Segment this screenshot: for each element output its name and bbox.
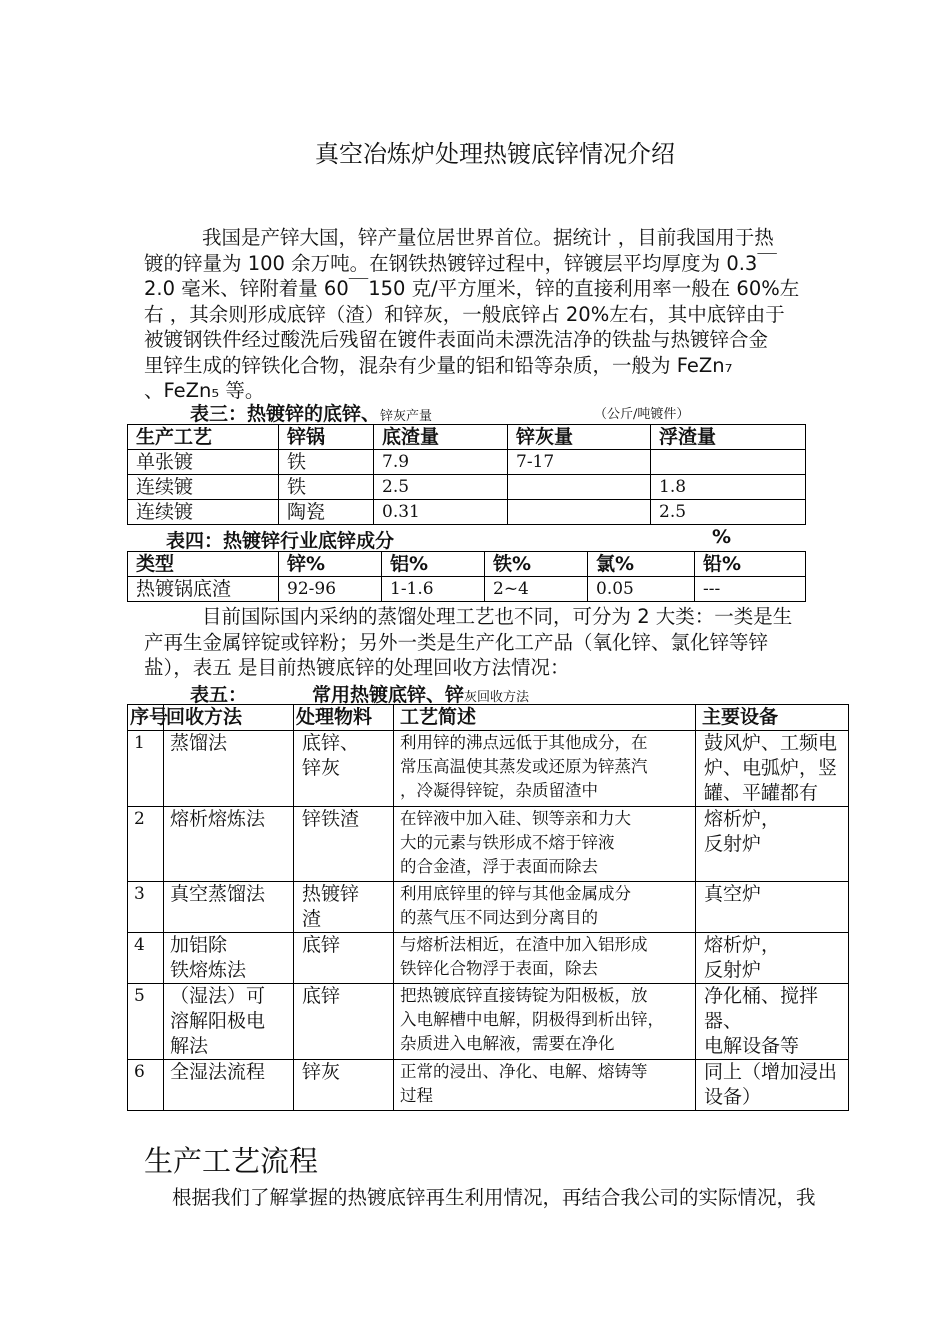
table-cell bbox=[164, 731, 294, 807]
cell-line: 入电解槽中电解，阴极得到析出锌， bbox=[400, 1010, 664, 1029]
cell-line: 利用底锌里的锌与其他金属成分 bbox=[400, 884, 631, 903]
cell-line: 熔析炉， bbox=[704, 934, 781, 956]
cell-line: 的合金渣，浮于表面而除去 bbox=[400, 857, 598, 876]
cell-line: 常压高温使其蒸发或还原为锌蒸汽 bbox=[400, 757, 648, 776]
cell-line: 热镀锌 bbox=[302, 883, 360, 905]
table3-caption bbox=[190, 399, 432, 426]
cell-line: 铁熔炼法 bbox=[170, 959, 247, 981]
cell-line: 底锌、 bbox=[302, 732, 360, 754]
table-header-cell: 铝% bbox=[382, 552, 485, 577]
table-header-cell: 工艺简述 bbox=[394, 705, 696, 731]
cell-line: 真空炉 bbox=[704, 883, 762, 905]
table-cell bbox=[696, 807, 849, 882]
intro-line: 被镀钢铁件经过酸洗后残留在镀件表面尚未漂洗洁净的铁盐与热镀锌合金 bbox=[144, 328, 769, 351]
table-cell bbox=[696, 731, 849, 807]
table-cell bbox=[294, 731, 394, 807]
table-cell bbox=[164, 1060, 294, 1111]
cell-line: 加铝除 bbox=[170, 934, 228, 956]
cell-line: 反射炉 bbox=[704, 959, 762, 981]
table3-unit: （公斤/吨镀件） bbox=[594, 407, 690, 422]
table-header-cell: 浮渣量 bbox=[651, 425, 806, 450]
table-cell: 连续镀 bbox=[128, 500, 279, 525]
table5 bbox=[127, 704, 849, 1111]
table5-caption bbox=[312, 680, 529, 707]
table-row bbox=[128, 984, 849, 1060]
table4-unit: % bbox=[712, 526, 732, 548]
table-row bbox=[128, 882, 849, 933]
table-cell bbox=[394, 882, 696, 933]
middle-line: 盐），表五 是目前热镀底锌的处理回收方法情况： bbox=[144, 656, 570, 679]
cell-line: 正常的浸出、净化、电解、熔铸等 bbox=[400, 1062, 648, 1081]
table-header-cell: 锌锅 bbox=[279, 425, 374, 450]
table-cell bbox=[696, 1060, 849, 1111]
table-cell: 单张镀 bbox=[128, 450, 279, 475]
table-header-cell: 类型 bbox=[128, 552, 279, 577]
cell-line: 解法 bbox=[170, 1035, 209, 1057]
table-header-row bbox=[128, 705, 849, 731]
table-cell bbox=[294, 984, 394, 1060]
cell-line: 底锌 bbox=[302, 934, 341, 956]
cell-line: 鼓风炉、工频电 bbox=[704, 732, 838, 754]
table-header-row bbox=[128, 425, 806, 450]
table-row bbox=[128, 1060, 849, 1111]
middle-line: 产再生金属锌锭或锌粉；另外一类是生产化工产品（氧化锌、氯化锌等锌 bbox=[144, 630, 769, 654]
table-cell bbox=[294, 1060, 394, 1111]
table-cell bbox=[696, 984, 849, 1060]
table-header-cell: 底渣量 bbox=[374, 425, 508, 450]
table-cell: 4 bbox=[128, 933, 164, 984]
table3 bbox=[127, 424, 806, 525]
table-cell: 2.5 bbox=[651, 500, 806, 525]
body-line: 根据我们了解掌握的热镀底锌再生利用情况，再结合我公司的实际情况，我 bbox=[172, 1186, 816, 1209]
table-cell: 热镀锅底渣 bbox=[128, 577, 279, 602]
table-cell: 2.5 bbox=[374, 475, 508, 500]
middle-paragraph bbox=[144, 604, 874, 681]
table-header-cell: 回收方法 bbox=[164, 705, 294, 731]
table-cell: 铁 bbox=[279, 450, 374, 475]
table4 bbox=[127, 551, 806, 602]
table-cell bbox=[394, 807, 696, 882]
table4-caption: 表四：热镀锌行业底锌成分 bbox=[166, 530, 395, 552]
cell-line: 溶解阳极电 bbox=[170, 1010, 266, 1032]
table-cell bbox=[394, 1060, 696, 1111]
table5-caption-main: 常用热镀底锌、锌 bbox=[312, 684, 465, 706]
table-cell: 0.05 bbox=[588, 577, 695, 602]
table-row bbox=[128, 731, 849, 807]
table-cell: 连续镀 bbox=[128, 475, 279, 500]
table-cell bbox=[294, 933, 394, 984]
table-cell: 5 bbox=[128, 984, 164, 1060]
table-cell: 7.9 bbox=[374, 450, 508, 475]
cell-line: 设备） bbox=[704, 1086, 762, 1108]
table5-caption-label: 表五： bbox=[190, 684, 248, 706]
cell-line: 锌铁渣 bbox=[302, 808, 360, 830]
intro-line: 镀的锌量为 100 余万吨。在钢铁热镀锌过程中，锌镀层平均厚度为 0.3￣ bbox=[144, 251, 777, 275]
table-header-cell: 铅% bbox=[695, 552, 806, 577]
cell-line: 净化桶、搅拌器、 bbox=[704, 985, 819, 1032]
table-row bbox=[128, 475, 806, 500]
intro-line: 右 ，其余则形成底锌（渣）和锌灰，一般底锌占 20%左右，其中底锌由于 bbox=[144, 302, 785, 326]
table-row bbox=[128, 450, 806, 475]
table-cell bbox=[651, 450, 806, 475]
cell-line: 大的元素与铁形成不熔于锌液 bbox=[400, 833, 615, 852]
table-row bbox=[128, 577, 806, 602]
cell-line: 与熔析法相近，在渣中加入铝形成 bbox=[400, 935, 648, 954]
cell-line: 锌灰 bbox=[302, 1061, 341, 1083]
table-cell: 0.31 bbox=[374, 500, 508, 525]
cell-line: 在锌液中加入硅、钡等亲和力大 bbox=[400, 809, 631, 828]
intro-line: 、FeZn₅ 等。 bbox=[144, 379, 265, 402]
cell-line: 过程 bbox=[400, 1086, 433, 1105]
cell-line: 蒸馏法 bbox=[170, 732, 228, 754]
table5-caption-sub: 灰回收方法 bbox=[464, 690, 530, 705]
cell-line: 利用锌的沸点远低于其他成分，在 bbox=[400, 733, 648, 752]
table-cell: 6 bbox=[128, 1060, 164, 1111]
table-cell bbox=[294, 882, 394, 933]
table-cell bbox=[696, 882, 849, 933]
table-cell bbox=[164, 807, 294, 882]
table-cell bbox=[164, 882, 294, 933]
table-header-cell: 氯% bbox=[588, 552, 695, 577]
cell-line: 同上（增加浸出 bbox=[704, 1061, 838, 1083]
cell-line: （湿法）可 bbox=[170, 985, 266, 1007]
table-row bbox=[128, 500, 806, 525]
table-cell: 陶瓷 bbox=[279, 500, 374, 525]
intro-paragraph bbox=[144, 225, 864, 404]
table-header-cell: 主要设备 bbox=[696, 705, 849, 731]
cell-line: 底锌 bbox=[302, 985, 341, 1007]
table-cell bbox=[696, 933, 849, 984]
table-cell bbox=[394, 731, 696, 807]
table-header-cell: 锌灰量 bbox=[508, 425, 651, 450]
table-header-row bbox=[128, 552, 806, 577]
cell-line: 罐、平罐都有 bbox=[704, 782, 819, 804]
table3-caption-main: 表三：热镀锌的底锌、 bbox=[190, 403, 381, 425]
cell-line: 熔析熔炼法 bbox=[170, 808, 266, 830]
intro-line: 里锌生成的锌铁化合物，混杂有少量的铝和铅等杂质，一般为 FeZn₇ bbox=[144, 353, 733, 377]
table-cell: 1-1.6 bbox=[382, 577, 485, 602]
intro-line: 2.0 毫米、锌附着量 60￣150 克/平方厘米，锌的直接利用率一般在 60%左 bbox=[144, 277, 800, 300]
cell-line: 真空蒸馏法 bbox=[170, 883, 266, 905]
table-cell: 1 bbox=[128, 731, 164, 807]
page-title: 真空冶炼炉处理热镀底锌情况介绍 bbox=[315, 140, 675, 168]
cell-line: 锌灰 bbox=[302, 757, 341, 779]
table-cell bbox=[394, 933, 696, 984]
cell-line: 杂质进入电解液，需要在净化 bbox=[400, 1034, 615, 1053]
table-cell: --- bbox=[695, 577, 806, 602]
cell-line: 渣 bbox=[302, 908, 322, 930]
intro-line: 我国是产锌大国，锌产量位居世界首位。据统计 ，目前我国用于热 bbox=[202, 226, 774, 249]
table-cell: 铁 bbox=[279, 475, 374, 500]
cell-line: 的蒸气压不同达到分离目的 bbox=[400, 908, 598, 927]
cell-line: 全湿法流程 bbox=[170, 1061, 266, 1083]
table-cell: 1.8 bbox=[651, 475, 806, 500]
table-cell bbox=[394, 984, 696, 1060]
table-header-cell: 锌% bbox=[279, 552, 382, 577]
section-title: 生产工艺流程 bbox=[144, 1144, 319, 1178]
table-cell: 2~4 bbox=[485, 577, 588, 602]
table-cell bbox=[164, 984, 294, 1060]
table-header-cell: 序号 bbox=[128, 705, 164, 731]
table-row bbox=[128, 933, 849, 984]
table-cell: 3 bbox=[128, 882, 164, 933]
table-header-cell: 铁% bbox=[485, 552, 588, 577]
table-cell: 2 bbox=[128, 807, 164, 882]
cell-line: ，冷凝得锌锭，杂质留渣中 bbox=[400, 781, 598, 800]
cell-line: 反射炉 bbox=[704, 833, 762, 855]
table-header-cell: 处理物料 bbox=[294, 705, 394, 731]
table-cell bbox=[294, 807, 394, 882]
cell-line: 把热镀底锌直接铸锭为阳极板，放 bbox=[400, 986, 648, 1005]
table-cell: 92-96 bbox=[279, 577, 382, 602]
table3-caption-sub: 锌灰产量 bbox=[380, 409, 433, 424]
cell-line: 炉、电弧炉，竖 bbox=[704, 757, 838, 779]
table-cell: 7-17 bbox=[508, 450, 651, 475]
cell-line: 铁锌化合物浮于表面，除去 bbox=[400, 959, 598, 978]
table-header-cell: 生产工艺 bbox=[128, 425, 279, 450]
cell-line: 熔析炉， bbox=[704, 808, 781, 830]
cell-line: 电解设备等 bbox=[704, 1035, 800, 1057]
table-cell bbox=[164, 933, 294, 984]
table-cell bbox=[508, 500, 651, 525]
table-cell bbox=[508, 475, 651, 500]
middle-line: 目前国际国内采纳的蒸馏处理工艺也不同，可分为 2 大类：一类是生 bbox=[202, 605, 793, 628]
table-row bbox=[128, 807, 849, 882]
